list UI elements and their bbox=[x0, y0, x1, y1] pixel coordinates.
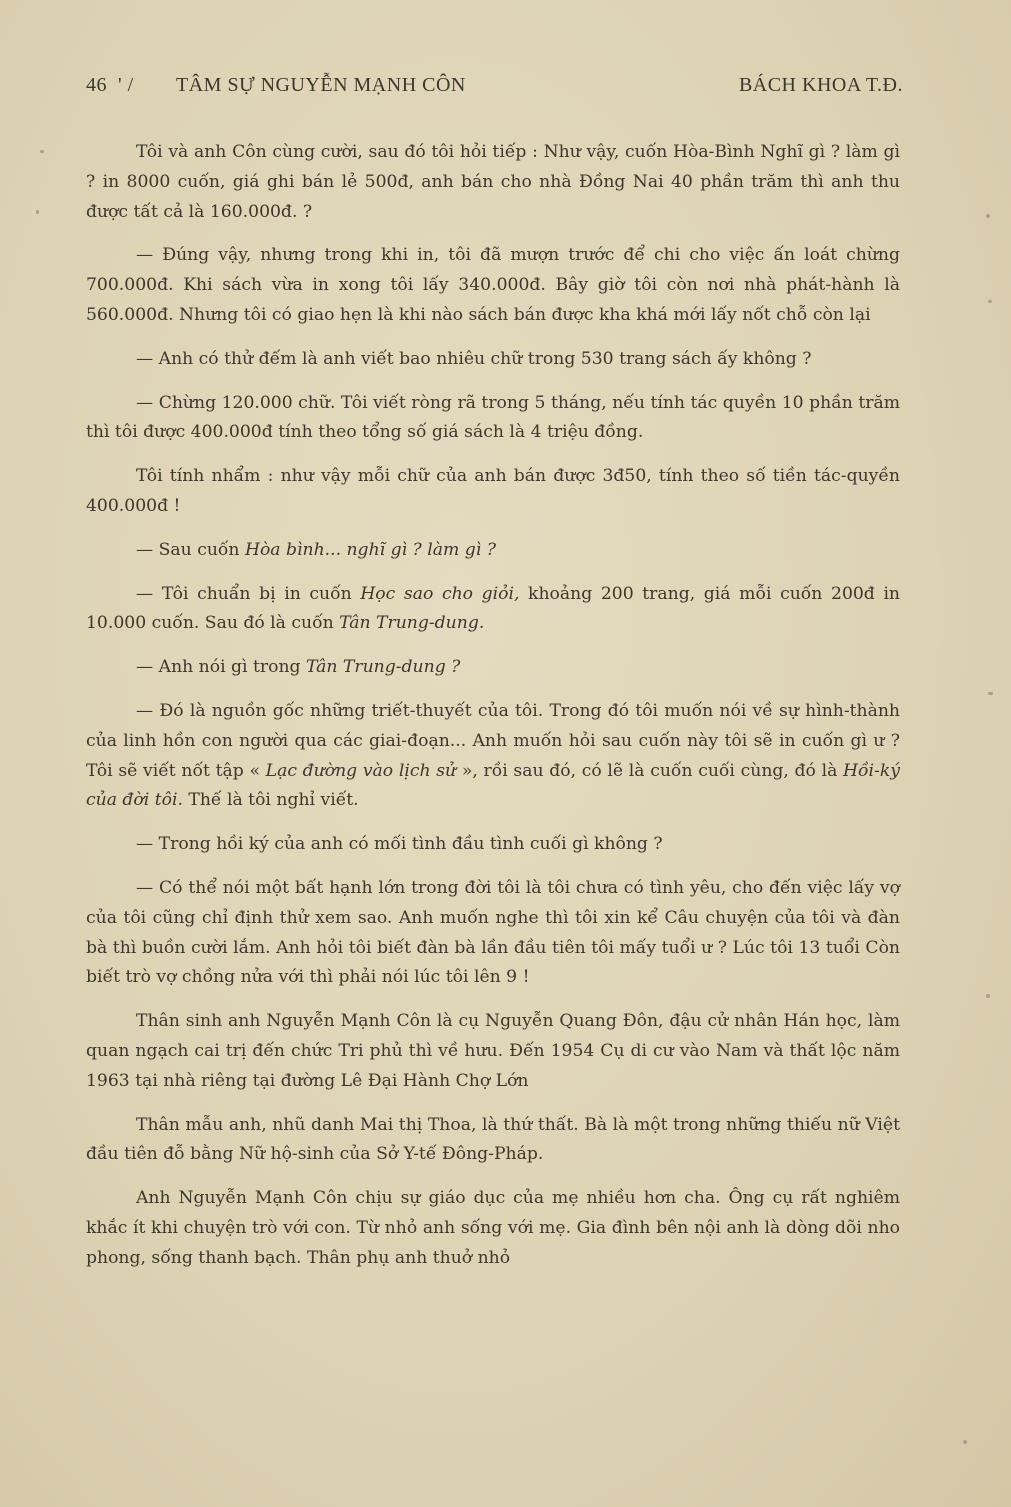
paragraph bbox=[86, 241, 900, 330]
paragraph bbox=[86, 1111, 900, 1171]
paragraph-text: Thân mẫu anh, nhũ danh Mai thị Thoa, là thứ thất. Bà là một trong những thiếu nữ Việt đầu tiên đỗ bằng Nữ hộ-sinh của Sở Y-tế Đông-Pháp. bbox=[86, 1114, 900, 1165]
paragraph-text: — Tôi chuẩn bị in cuốn bbox=[136, 583, 361, 604]
publication-name: BÁCH KHOA T.Đ. bbox=[738, 74, 903, 96]
italic-title: Tân Trung-dung. bbox=[339, 613, 485, 634]
paragraph-text: — Đúng vậy, nhưng trong khi in, tôi đã mượn trước để chi cho việc ấn loát chừng 700.000đ. Khi sách vừa in xong tôi lấy 340.000đ. Bây giờ tôi còn nơi nhà phát-hành là 560.000đ. Nhưng tôi có giao hẹn là khi nào sách bán được kha khá mới lấy nốt chỗ còn lại bbox=[86, 245, 900, 325]
article-title: TÂM SỰ NGUYỄN MẠNH CÔN bbox=[176, 74, 466, 96]
header-mark: ' / bbox=[118, 74, 134, 96]
paragraph-text: — Có thể nói một bất hạnh lớn trong đời tôi là tôi chưa có tình yêu, cho đến việc lấy vợ của tôi cũng chỉ định thử xem sao. Anh muốn nghe thì tôi xin kể Câu chuyện của tôi và đàn bà thì buồn cười lắm. Anh hỏi tôi biết đàn bà lần đầu tiên tôi mấy tuổi ư ? Lúc tôi 13 tuổi Còn biết trò vợ chồng nửa với thì phải nói lúc tôi lên 9 ! bbox=[86, 877, 900, 988]
paragraph-text: Thế là tôi nghỉ viết. bbox=[182, 790, 359, 811]
italic-title: Lạc đường vào lịch sử bbox=[265, 760, 457, 781]
paragraph bbox=[86, 830, 900, 860]
paragraph bbox=[86, 536, 900, 566]
paragraph bbox=[86, 389, 900, 449]
paragraph-text: », rồi sau đó, có lẽ là cuốn cuối cùng, đó là bbox=[456, 760, 844, 781]
paragraph-text: — Đó là nguồn gốc những triết-thuyết của tôi. Trong đó tôi muốn nói về sự hình-thành của linh hồn con người qua các giai-đoạn... Anh muốn hỏi sau cuốn này tôi sẽ in cuốn gì ư ? Tôi sẽ viết nốt tập « bbox=[86, 700, 900, 781]
paragraph-text: Tôi và anh Côn cùng cười, sau đó tôi hỏi tiếp : Như vậy, cuốn Hòa-Bình Nghĩ gì ? làm gì ? in 8000 cuốn, giá ghi bán lẻ 500đ, anh bán cho nhà Đồng Nai 40 phần trăm thì anh thu được tất cả là 160.000đ. ? bbox=[86, 142, 900, 222]
italic-title: Học sao cho giỏi, bbox=[360, 583, 520, 604]
paragraph-text: — Sau cuốn bbox=[136, 539, 245, 560]
paragraph-text: Tôi tính nhẩm : như vậy mỗi chữ của anh bán được 3đ50, tính theo số tiền tác-quyền 400.000đ ! bbox=[86, 466, 900, 516]
paragraph bbox=[86, 874, 900, 993]
italic-title: Tân Trung-dung ? bbox=[306, 657, 461, 678]
paragraph bbox=[86, 653, 900, 683]
paragraph bbox=[86, 462, 900, 522]
print-speck bbox=[986, 214, 990, 218]
print-speck bbox=[986, 994, 990, 998]
print-speck bbox=[988, 692, 993, 695]
paragraph bbox=[86, 580, 900, 640]
print-speck bbox=[988, 300, 992, 303]
paragraph bbox=[86, 138, 900, 227]
print-speck bbox=[36, 210, 39, 214]
paragraph bbox=[86, 1184, 900, 1273]
article-body bbox=[86, 138, 900, 1288]
italic-title: Hồi-ký của đời tôi. bbox=[86, 760, 900, 811]
paragraph bbox=[86, 345, 900, 375]
paragraph-text: Thân sinh anh Nguyễn Mạnh Côn là cụ Nguyễn Quang Đôn, đậu cử nhân Hán học, làm quan ngạch cai trị đến chức Tri phủ thì về hưu. Đến 1954 Cụ di cư vào Nam và thất lộc năm 1963 tại nhà riêng tại đường Lê Đại Hành Chợ Lớn bbox=[86, 1011, 900, 1091]
print-speck bbox=[40, 150, 44, 153]
page-header bbox=[86, 74, 903, 104]
paragraph bbox=[86, 697, 900, 816]
paragraph bbox=[86, 1007, 900, 1096]
italic-title: Hòa bình... nghĩ gì ? làm gì ? bbox=[244, 539, 496, 560]
paragraph-text: khoảng 200 trang, giá mỗi cuốn 200đ in 10.000 cuốn. Sau đó là cuốn bbox=[86, 583, 901, 634]
paragraph-text: — Chừng 120.000 chữ. Tôi viết ròng rã trong 5 tháng, nếu tính tác quyền 10 phần trăm thì tôi được 400.000đ tính theo tổng số giá sách là 4 triệu đồng. bbox=[86, 392, 900, 443]
paragraph-text: — Anh có thử đếm là anh viết bao nhiêu chữ trong 530 trang sách ấy không ? bbox=[136, 348, 812, 369]
paragraph-text: — Anh nói gì trong bbox=[136, 657, 307, 678]
paragraph-text: Anh Nguyễn Mạnh Côn chịu sự giáo dục của mẹ nhiều hơn cha. Ông cụ rất nghiêm khắc ít khi chuyện trò với con. Từ nhỏ anh sống với mẹ. Gia đình bên nội anh là dòng dõi nho phong, sống thanh bạch. Thân phụ anh thuở nhỏ bbox=[86, 1188, 900, 1268]
page-number: 46 bbox=[86, 74, 107, 96]
paragraph-text: — Trong hồi ký của anh có mối tình đầu tình cuối gì không ? bbox=[136, 834, 663, 855]
print-speck bbox=[963, 1440, 967, 1444]
